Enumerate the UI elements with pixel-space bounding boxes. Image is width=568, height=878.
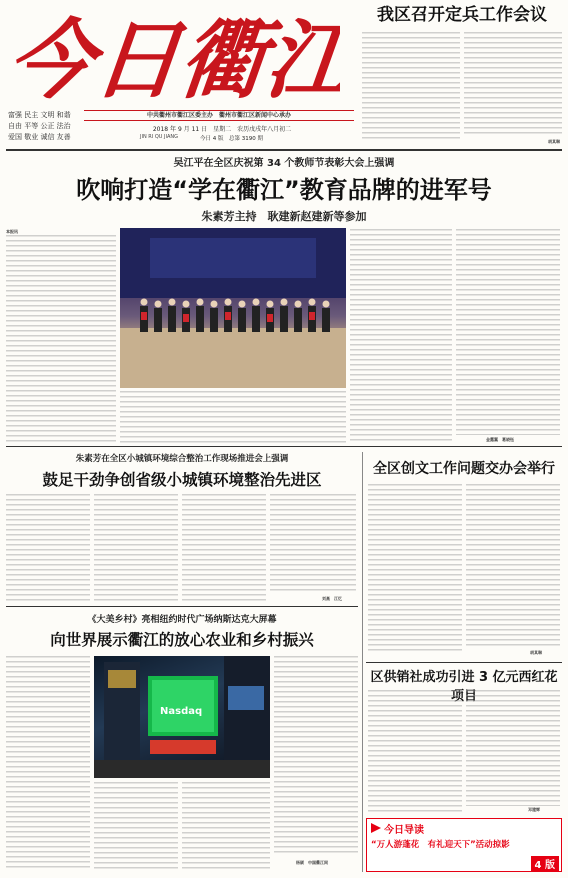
slogan-block (8, 110, 74, 143)
lead-title: 吹响打造“学在衢江”教育品牌的进军号 (76, 176, 492, 204)
top-story (362, 0, 562, 148)
publisher-text: 中共衢州市衢江区委主办 衢州市衢江区新闻中心承办 (146, 112, 291, 119)
divider (6, 446, 562, 447)
date-line: 2018 年 9 月 11 日 星期二 农历戊戌年八月初二 (152, 126, 292, 133)
guide-page[interactable]: 4 版 (531, 856, 559, 871)
story5-body-1 (368, 690, 462, 812)
pinyin: JIN RI QU JIANG (140, 134, 178, 140)
masthead (0, 0, 360, 150)
story5-title: 区供销社成功引进 3 亿元西红花项目 (370, 670, 558, 704)
story2-body-3 (182, 494, 266, 602)
logo-text: 今日衢江 (10, 10, 340, 108)
story3-body-3 (182, 782, 270, 870)
divider (6, 149, 562, 151)
story3-body-4 (274, 656, 358, 856)
story3-kicker: 《大美乡村》亮相纽约时代广场纳斯达克大屏幕 (87, 615, 277, 625)
story2-body-2 (94, 494, 178, 602)
story3-body-1 (6, 656, 90, 870)
masthead-logo (10, 4, 340, 108)
guide-label (371, 821, 424, 835)
story5-body-2 (466, 690, 560, 806)
story5-byline: 邓建辉 (528, 807, 540, 812)
lead-body-col3 (456, 229, 560, 435)
lead-kicker: 吴江平在全区庆祝第 34 个教师节表彰大会上强调 (173, 158, 395, 169)
top-story-title: 我区召开定兵工作会议 (377, 5, 547, 25)
top-story-body-left (362, 32, 460, 142)
story2-body-1 (6, 494, 90, 602)
story3-body-2 (94, 782, 178, 870)
story3-photo (94, 656, 270, 778)
guide-headline[interactable]: “万人游蓬花 有礼迎天下”活动掠影 (371, 840, 510, 850)
slogan-line: 富强 民主 文明 和谐 (8, 111, 71, 119)
guide-box[interactable] (366, 818, 562, 872)
story4-title: 全区创文工作问题交办会举行 (373, 461, 555, 477)
lead-body-col2 (350, 229, 452, 443)
lead-photo-caption (120, 391, 346, 413)
story3-byline: 杨颖 中国衢江网 (296, 860, 328, 865)
lead-byline: 金露翼 葛晓钰 (486, 437, 514, 442)
top-story-byline: 胡其琳 (548, 139, 560, 144)
story2-title: 鼓足干劲争创省级小城镇环境整治先进区 (42, 471, 322, 489)
story2-body-4 (270, 494, 356, 594)
divider (6, 606, 358, 607)
lead-body-col1 (6, 235, 116, 443)
story4-body-1 (368, 484, 462, 654)
slogan-line: 自由 平等 公正 法治 (8, 122, 71, 130)
publisher-bar (84, 110, 354, 121)
arrow-icon (371, 823, 381, 833)
story4-body-2 (466, 484, 560, 648)
lead-photo (120, 228, 346, 388)
vertical-divider (362, 452, 363, 872)
svg-text:Nasdaq: Nasdaq (160, 706, 203, 717)
story4-byline: 胡其琳 (530, 650, 542, 655)
story2-kicker: 朱素芳在全区小城镇环境综合整治工作现场推进会上强调 (75, 454, 289, 464)
guide-label-text: 今日导读 (384, 824, 424, 836)
divider (366, 662, 562, 663)
slogan-line: 爱国 敬业 诚信 友善 (8, 133, 71, 141)
story3-title: 向世界展示衢江的放心农业和乡村振兴 (50, 631, 314, 649)
lead-subtitle: 朱素芳主持 耿建新赵建新等参加 (201, 210, 367, 223)
lead-body-col1b (120, 416, 346, 444)
lead-dateline: 本报讯 (6, 229, 18, 234)
top-story-body-right (464, 32, 562, 136)
story2-byline: 刘高 江忆 (322, 596, 342, 601)
issue-number: 今日 4 版 总第 3190 期 (200, 136, 263, 142)
